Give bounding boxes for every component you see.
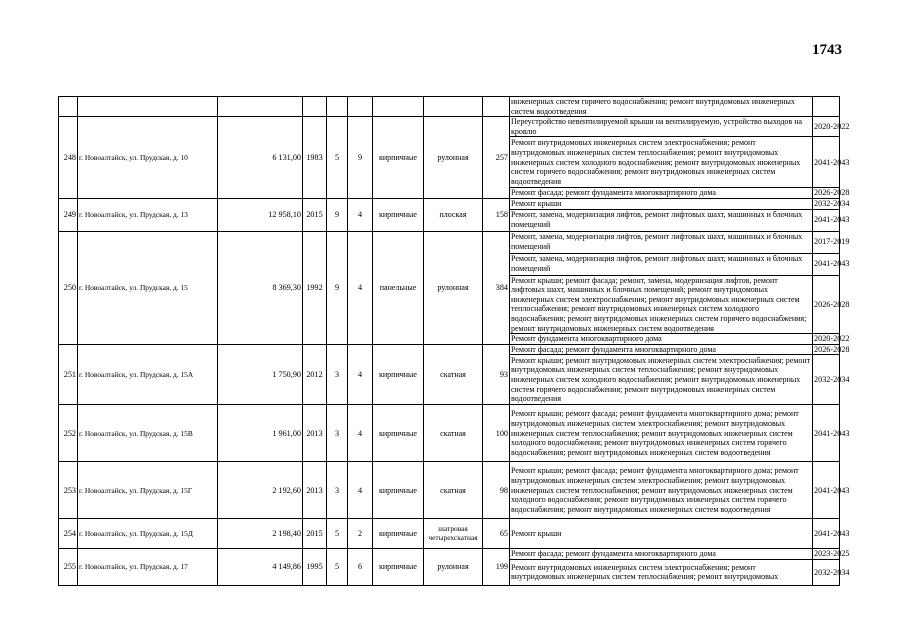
roof-cell: рулонная (424, 231, 483, 344)
floors-cell (327, 97, 348, 117)
floors-cell: 9 (327, 231, 348, 344)
work-period: 2026-2028 (813, 275, 840, 334)
walls-cell: кирпичные (373, 198, 424, 231)
address-cell (78, 97, 218, 117)
address-cell: г. Новоалтайск, ул. Прудская, д. 17 (78, 549, 218, 586)
row-number: 252 (59, 405, 78, 462)
work-description: Ремонт фасада; ремонт фундамента многоквартирного дома (510, 549, 813, 560)
work-period: 2041-2043 (813, 209, 840, 231)
apartments-cell: 65 (483, 519, 510, 549)
work-description: Ремонт крыши (510, 519, 813, 549)
year-cell (303, 97, 327, 117)
work-description: Ремонт внутридомовых инженерных систем электроснабжения; ремонт внутридомовых инженерных систем теплоснабжения; ремонт внутридомовых инженерных систем холодного водоснабжения; ремонт внутридомовых инженерных систем горячего водоснабжения; ремонт внутридомовых инженерных систем водоотведения (510, 137, 813, 188)
apartments-cell: 93 (483, 344, 510, 405)
floors-cell: 5 (327, 549, 348, 586)
work-description: Ремонт крыши; ремонт фасада; ремонт фундамента многоквартирного дома; ремонт внутридомовых инженерных систем электроснабжения; ремонт внутридомовых инженерных систем теплоснабжения; ремонт внутридомовых инженерных систем холодного водоснабжения; ремонт внутридомовых инженерных систем горячего водоснабжения; ремонт внутридомовых инженерных систем водоотведения (510, 462, 813, 519)
apartments-cell: 257 (483, 117, 510, 199)
work-description: инженерных систем горячего водоснабжения; ремонт внутридомовых инженерных систем водоотведения (510, 97, 813, 117)
apartments-cell: 199 (483, 549, 510, 586)
address-cell: г. Новоалтайск, ул. Прудская, д. 15Г (78, 462, 218, 519)
entrances-cell: 2 (348, 519, 373, 549)
work-description: Ремонт фасада; ремонт фундамента многоквартирного дома (510, 188, 813, 199)
entrances-cell: 4 (348, 231, 373, 344)
work-description: Ремонт крыши (510, 198, 813, 209)
table-row (59, 405, 840, 462)
roof-cell: скатная (424, 405, 483, 462)
walls-cell (373, 97, 424, 117)
row-number: 250 (59, 231, 78, 344)
area-cell (218, 97, 303, 117)
work-period: 2026-2028 (814, 188, 850, 198)
apartments-cell: 100 (483, 405, 510, 462)
row-number: 249 (59, 198, 78, 231)
apartments-cell (483, 97, 510, 117)
roof-cell: скатная (424, 462, 483, 519)
area-cell: 6 131,00 (218, 117, 303, 199)
program-table-wrapper (58, 96, 850, 586)
walls-cell: кирпичные (373, 117, 424, 199)
area-cell: 4 149,86 (218, 549, 303, 586)
floors-cell: 3 (327, 462, 348, 519)
area-cell: 2 192,60 (218, 462, 303, 519)
address-cell: г. Новоалтайск, ул. Прудская, д. 15Д (78, 519, 218, 549)
apartments-cell: 384 (483, 231, 510, 344)
work-period: 2032-2034 (813, 355, 840, 405)
work-period: 2041-2043 (813, 519, 840, 549)
address-cell: г. Новоалтайск, ул. Прудская, д. 15А (78, 344, 218, 405)
table-body (59, 97, 850, 586)
year-cell: 2015 (303, 198, 327, 231)
work-period: 2041-2043 (813, 253, 840, 275)
year-cell: 1995 (303, 549, 327, 586)
apartments-cell: 98 (483, 462, 510, 519)
table-row (59, 198, 840, 209)
address-cell: г. Новоалтайск, ул. Прудская, д. 15 (78, 231, 218, 344)
address-cell: г. Новоалтайск, ул. Прудская, д. 13 (78, 198, 218, 231)
roof-cell: шатровая четырехскатная (424, 519, 483, 549)
walls-cell: кирпичные (373, 519, 424, 549)
entrances-cell: 4 (348, 198, 373, 231)
work-period: 2032-2034 (813, 559, 840, 585)
work-period: 2020-2022 (813, 117, 840, 137)
table-row (59, 344, 840, 355)
area-cell: 12 958,10 (218, 198, 303, 231)
work-description: Ремонт крыши; ремонт внутридомовых инженерных систем электроснабжения; ремонт внутридомовых инженерных систем теплоснабжения; ремонт внутридомовых инженерных систем холодного водоснабжения; ремонт внутридомовых инженерных систем горячего водоснабжения; ремонт внутридомовых инженерных систем водоотведения (510, 355, 813, 405)
year-cell: 2015 (303, 519, 327, 549)
area-cell: 8 369,30 (218, 231, 303, 344)
area-cell: 1 750,90 (218, 344, 303, 405)
work-period: 2041-2043 (813, 137, 840, 188)
walls-cell: панельные (373, 231, 424, 344)
work-description: Переустройство невентилируемой крыши на вентилируемую, устройство выходов на кровлю (510, 117, 813, 137)
entrances-cell (348, 97, 373, 117)
work-period: 2020-2022 (814, 334, 850, 344)
address-cell: г. Новоалтайск, ул. Прудская, д. 15В (78, 405, 218, 462)
work-period: 2041-2043 (813, 405, 840, 462)
entrances-cell: 6 (348, 549, 373, 586)
row-number: 248 (59, 117, 78, 199)
area-cell: 1 961,00 (218, 405, 303, 462)
work-description: Ремонт внутридомовых инженерных систем электроснабжения; ремонт внутридомовых инженерных систем теплоснабжения; ремонт внутридомовых (510, 559, 813, 585)
work-period: 2017-2019 (813, 231, 840, 253)
address-cell: г. Новоалтайск, ул. Прудская, д. 10 (78, 117, 218, 199)
row-number: 255 (59, 549, 78, 586)
walls-cell: кирпичные (373, 549, 424, 586)
work-period: 2032-2034 (814, 198, 850, 208)
walls-cell: кирпичные (373, 462, 424, 519)
walls-cell: кирпичные (373, 405, 424, 462)
floors-cell: 3 (327, 344, 348, 405)
row-number: 254 (59, 519, 78, 549)
table-row (59, 462, 840, 519)
table-row (59, 519, 840, 549)
table-row (59, 549, 840, 560)
work-description: Ремонт, замена, модернизация лифтов, ремонт лифтовых шахт, машинных и блочных помещений (510, 209, 813, 231)
work-description: Ремонт крыши; ремонт фасада; ремонт, замена, модернизация лифтов, ремонт лифтовых шахт, машинных и блочных помещений; ремонт внутридомовых инженерных систем электроснабжения; ремонт внутридомовых инженерных систем теплоснабжения; ремонт внутридомовых инженерных систем холодного водоснабжения; ремонт внутридомовых инженерных систем горячего водоснабжения; ремонт внутридомовых инженерных систем водоотведения (510, 275, 813, 334)
table-row (59, 231, 840, 253)
year-cell: 1992 (303, 231, 327, 344)
apartments-cell: 158 (483, 198, 510, 231)
page-number: 1743 (812, 42, 842, 58)
year-cell: 2013 (303, 462, 327, 519)
walls-cell: кирпичные (373, 344, 424, 405)
roof-cell: плоская (424, 198, 483, 231)
roof-cell: рулонная (424, 549, 483, 586)
table-row (59, 117, 840, 137)
program-table (58, 96, 850, 586)
work-period: 2023-2025 (814, 549, 850, 559)
work-period (813, 97, 840, 117)
entrances-cell: 4 (348, 462, 373, 519)
floors-cell: 3 (327, 405, 348, 462)
row-number (59, 97, 78, 117)
entrances-cell: 4 (348, 405, 373, 462)
row-number: 253 (59, 462, 78, 519)
floors-cell: 9 (327, 198, 348, 231)
year-cell: 1983 (303, 117, 327, 199)
floors-cell: 5 (327, 519, 348, 549)
work-description: Ремонт крыши; ремонт фасада; ремонт фундамента многоквартирного дома; ремонт внутридомовых инженерных систем электроснабжения; ремонт внутридомовых инженерных систем теплоснабжения; ремонт внутридомовых инженерных систем холодного водоснабжения; ремонт внутридомовых инженерных систем горячего водоснабжения; ремонт внутридомовых инженерных систем водоотведения (510, 405, 813, 462)
roof-cell: рулонная (424, 117, 483, 199)
work-description: Ремонт, замена, модернизация лифтов, ремонт лифтовых шахт, машинных и блочных помещений (510, 253, 813, 275)
work-period: 2041-2043 (813, 462, 840, 519)
entrances-cell: 4 (348, 344, 373, 405)
roof-cell (424, 97, 483, 117)
row-number: 251 (59, 344, 78, 405)
table-row (59, 97, 840, 117)
year-cell: 2013 (303, 405, 327, 462)
work-period: 2026-2028 (814, 344, 850, 354)
work-description: Ремонт, замена, модернизация лифтов, ремонт лифтовых шахт, машинных и блочных помещений (510, 231, 813, 253)
roof-cell: скатная (424, 344, 483, 405)
work-description: Ремонт фасада; ремонт фундамента многоквартирного дома (510, 344, 813, 355)
work-description: Ремонт фундамента многоквартирного дома (510, 334, 813, 345)
floors-cell: 5 (327, 117, 348, 199)
area-cell: 2 198,40 (218, 519, 303, 549)
year-cell: 2012 (303, 344, 327, 405)
entrances-cell: 9 (348, 117, 373, 199)
